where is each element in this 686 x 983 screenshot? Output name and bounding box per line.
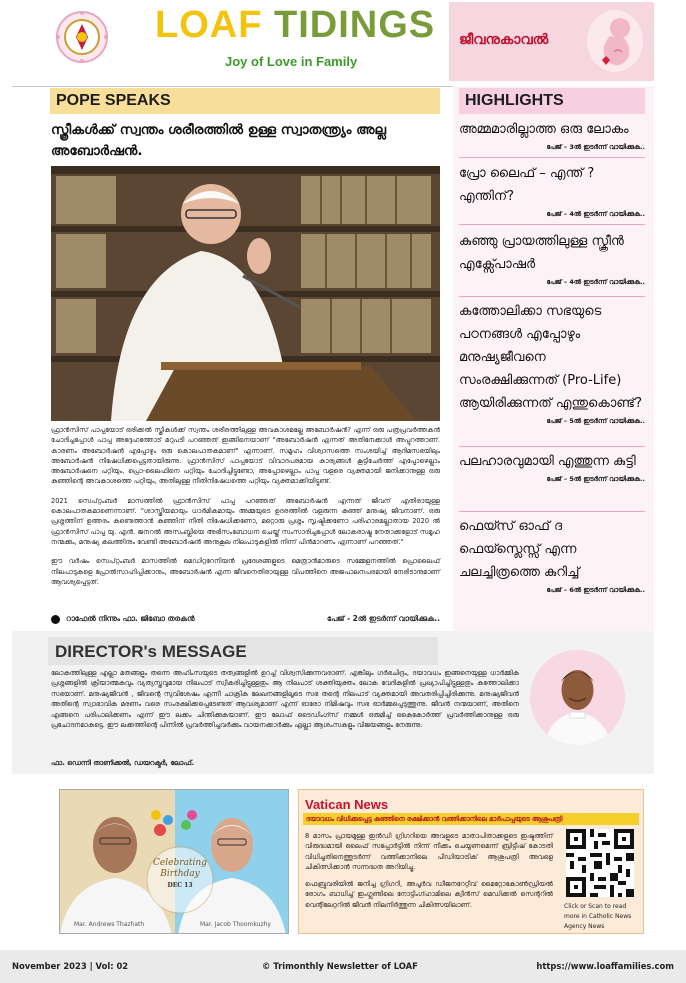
vatican-news-subtitle: ദയാവധം വിധിക്കപ്പെട്ട കുഞ്ഞിനെ രക്ഷിക്കാൻ വത്തിക്കാനിലെ മാർപാപ്പയുടെ ആശുപത്രി — [303, 813, 639, 825]
vatican-news-title: Vatican News — [305, 797, 389, 812]
pope-paragraph: 2021 സെപ്റ്റംബർ മാസത്തിൽ ഫ്രാൻസിസ് പാപ്പ പറഞ്ഞത് അബോർഷൻ എന്നത് ജീവന് എതിരായുള്ള കൊലപാതകമാണെന്നാണ്. "ശാസ്ത്രീയമായും ധാർമികമായും അമ്മയുടെ ഉദരത്തിൽ വളരുന്ന കുഞ്ഞ് മനുഷ്യ ജീവനാണ്. ഒരു പ്രശ്നത്തിന് ഉത്തരം കണ്ടെത്താൻ കുഞ്ഞിന് നീതി നിഷേധിക്കണോ, മറ്റൊരു പ്രശ്നം സൃഷ്ടിക്കണോ പരിഹാരമല്ലാതായ 2020 ൽ ഫ്രാൻസിസ് പാപ്പ യു. എൻ. ജനറൽ അസംബ്ലിയെ അഭിസംബോധന ചെയ്ത് സംസാരിച്ചപ്പോൾ ലോകരാഷ്ട്ര നേതാക്കളോട് സമൂഹ നന്മക്കും, മനുഷ്യ കലത്തിനും വേണ്ടി അബോർഷൻ അനുകൂല നിലപാടുകളിൽ നിന്ന് പിൻമാറണം എന്നാണ് പറഞ്ഞത്." — [51, 496, 440, 546]
pro-life-banner-text: ജീവനുകാവൽ — [459, 32, 549, 48]
fetus-illustration-icon — [584, 8, 646, 74]
loaf-emblem-icon — [55, 10, 109, 64]
page-footer — [0, 950, 686, 983]
highlight-divider — [459, 296, 645, 297]
vatican-news-body — [305, 831, 553, 917]
highlight-item[interactable] — [459, 515, 645, 595]
highlight-item[interactable] — [459, 118, 645, 152]
continue-link[interactable]: പേജ് - 2ൽ ഇടർന്ന് വായിക്കുക.. — [326, 614, 440, 623]
birthday-left-name: Mar. Andrews Thazhath — [74, 921, 145, 928]
director-photo — [530, 650, 625, 745]
newsletter-tagline: Joy of Love in Family — [225, 54, 358, 69]
highlight-title: പ്രോ ലൈഫ് – എന്ത് ? എന്തിന്? — [459, 166, 595, 204]
director-signature: ഫാ. ഡെന്നി താണിക്കൽ, ഡയറക്ടർ, ലോഫ്. — [51, 759, 195, 767]
highlight-continue[interactable]: പേജ് – 4ൽ ഇടർന്ന് വായിക്കുക.. — [546, 278, 645, 286]
footer-url[interactable]: https://www.loaffamilies.com — [536, 961, 674, 971]
highlight-divider — [459, 446, 645, 447]
birthday-card — [59, 789, 289, 934]
highlight-divider — [459, 224, 645, 225]
pro-life-banner — [449, 2, 654, 81]
highlight-title: കുഞ്ഞു പ്രായത്തിലുള്ള സ്ക്രീൻ എക്സ്പോഷർ — [459, 234, 624, 272]
highlight-item[interactable] — [459, 162, 645, 219]
footer-issue: November 2023 | Vol: 02 — [12, 961, 129, 971]
qr-code-icon[interactable] — [566, 829, 634, 897]
highlight-continue[interactable]: പേജ് – 5ൽ ഇടർന്ന് വായിക്കുക.. — [546, 475, 645, 483]
vatican-paragraph: ഫെബ്രുവരിയിൽ ജനിച്ച ഗ്രിഗറി, അപൂർവ ഡീജനറേറ്റീവ് മൈറ്റോകോൺഡ്രിയൽ രോഗം ബാധിച്ച് ഇംഗ്ലണ്ടിലെ നോട്ടിംഗ്ഹാമിലെ ക്വീൻസ് മെഡിക്കൽ സെന്ററിൽ വെന്റിലേറ്ററിൽ ജീവൻ നിലനിർത്തുന്ന ചികിത്സയിലാണ്. — [305, 880, 553, 909]
bullet-icon — [51, 615, 60, 624]
highlight-continue[interactable]: പേജ് – 4ൽ ഇടർന്ന് വായിക്കുക.. — [546, 210, 645, 218]
birthday-right-name: Mar. Jacob Thoomkuzhy — [200, 921, 271, 928]
pope-speaks-header: POPE SPEAKS — [50, 88, 440, 114]
highlight-continue[interactable]: പേജ് – 3ൽ ഇടർന്ന് വായിക്കുക.. — [546, 143, 645, 151]
pope-paragraph: ഈ വർഷം സെപ്റ്റംബർ മാസത്തിൽ മെഡിറ്ററേനിയൻ പ്രദേശങ്ങളുടെ മെത്രാൻമാരുടെ സമ്മേളനത്തിൽ പ്രൊലൈഫ് നിലപാടുകളെ പ്രോൽസാഹിപ്പിക്കാനും, അബോർഷൻ എന്ന ജീവനെതിരായുള്ള വിപത്തിനെ അജപാലനപരമായി നേരിടാനുമാണ് ആവശ്യപ്പെട്ടത്. — [51, 557, 440, 586]
vatican-paragraph: 8 മാസം പ്രായമുള്ള ഇൻഡി ഗ്രിഗറിയെ അവളുടെ മാതാപിതാക്കളുടെ ഇഷ്ടത്തിന് വിരുദ്ധമായി ലൈഫ് സപ്പോർട്ടിൽ നിന്ന് നീക്കം ചെയ്യണമെന്ന് ബ്രിട്ടീഷ് കോടതി വിധിച്ചതിനെത്തുടർന്ന് വത്തിക്കാനിലെ പീഡിയാട്രിക് ആശുപത്രി അവളെ ചികിത്സിക്കാൻ സന്നദ്ധത അറിയിച്ചു. — [305, 832, 553, 871]
newsletter-title: LOAF TIDINGS — [155, 4, 436, 46]
highlight-title: പലഹാരവുമായി എത്തുന്ന കുട്ടി — [459, 454, 636, 469]
pope-article-body — [51, 425, 440, 596]
article-author: റാഫേൽ നിന്നും ഫാ. ജിബോ തരകൻ — [66, 614, 195, 623]
highlight-continue[interactable]: പേജ് – 6ൽ ഇടർന്ന് വായിക്കുക.. — [546, 586, 645, 594]
highlight-divider — [459, 511, 645, 512]
highlight-continue[interactable]: പേജ് – 5ൽ ഇടർന്ന് വായിക്കുക.. — [546, 417, 645, 425]
highlight-divider — [459, 157, 645, 158]
qr-caption: Click or Scan to read more in Catholic News Agency News — [564, 903, 632, 930]
highlight-title: അമ്മമാരില്ലാത്ത ഒരു ലോകം — [459, 122, 629, 137]
pope-article-footer — [51, 612, 440, 626]
footer-copyright: © Trimonthly Newsletter of LOAF — [262, 961, 418, 971]
director-message-body: ലോകത്തിലുള്ള എല്ലാ മതങ്ങളും തന്നെ അഹിംസയുടെ തത്വങ്ങളിൽ ഉറച്ച് വിശ്വസിക്കുന്നവരാണ്. എങ്കിലും ഗർഭചിദ്രം, ദയാവധം ഇങ്ങനെയുള്ള ധാർമ്മിക പ്രശ്നങ്ങളിൽ ക്രിയാത്മകവും വ്യത്യസ്തവുമായ നിലപാട് സ്വീകരിച്ചിട്ടുള്ളതും ആ നിലപാട് ശക്തിയുക്തം ലോക വേദികളിൽ പ്രഖ്യാപിച്ചിട്ടുള്ളതും കത്തോലിക്കാ സഭയാണ്. മനുഷ്യജീവൻ , ജീവന്റെ സുവിശേഷം എന്നീ ചാക്രിക ലേഖനങ്ങളിലൂടെ സഭ തന്റെ നിലപാട് വ്യക്തമായി അവതരിപ്പിച്ചിരിക്കുന്നു. മനുഷ്യജീവൻ അതിന്റെ സ്വാഭാവിക മരണം വരെ സംരക്ഷിക്കപ്പെടേണ്ടത് ആവശ്യമാണ് എന്ന് ഓരോ നിമിഷവും സഭ ഓർമ്മപ്പെടുത്തുന്നു. ജീവൻ നന്മയാണ്, അതിനെ എങ്ങനെ പരിപാലിക്കണം എന്ന് ഈ ലക്കം ചിന്തിക്കുകയാണ്. ഈ ലോഫ് ടൈഡിംഗ്സ് നമ്മൾ ഒരുമിച്ച് കൈകോർത്ത് പ്രവർത്തിക്കാനുള്ള ഒരു പ്രചോദനമാകട്ടെ. ഈ ലക്കത്തിന്റെ പിന്നിൽ പ്രവർത്തിച്ചവർക്കും വായനക്കാർക്കും എല്ലാ ആശംസകളും വിജയങ്ങളും നേരുന്നു. — [51, 669, 520, 730]
birthday-badge: Celebrating Birthday DEC 13 — [153, 858, 207, 889]
highlights-header: HIGHLIGHTS — [459, 88, 645, 114]
highlight-item[interactable] — [459, 300, 645, 426]
highlight-item[interactable] — [459, 230, 645, 287]
highlight-item[interactable] — [459, 450, 645, 484]
highlight-title: ഫെയ്സ് ഓഫ് ദ ഫെയ്സ്ലെസ്സ് എന്ന ചലച്ചിത്രത്തെ കുറിച്ച് — [459, 519, 580, 580]
director-message-header: DIRECTOR's MESSAGE — [48, 637, 438, 665]
pope-paragraph: ഫ്രാൻസിസ് പാപ്പയോട് ഒരിക്കൽ സ്ത്രീകൾക്ക് സ്വന്തം ശരീരത്തിലുള്ള അവകാശമല്ലേ അബോർഷൻ? എന്ന് ഒരു പത്രപ്രവർത്തകൻ ചോദിച്ചപ്പോൾ പാപ്പ അദ്ദേഹത്തോട് മറുപടി പറഞ്ഞത് ഇങ്ങിനെയാണ് "അബോർഷൻ എന്നത് അതിനേക്കാൾ അപ്പുറത്താണ്. കാരണം അബോർഷൻ എപ്പോഴും ഒരു കൊലപാതകമാണ്" എന്നാണ്. സമൂഹം വിശ്വാസത്തെ സംശയിച്ച് ആദിമസഭയിലും അബോർഷൻ നിഷേധിക്കപ്പെട്ടതായിരുന്നു. ഫ്രാൻസിസ് പാപ്പയോട് വിവാദപരമായ കാര്യങ്ങൾ കൂട്ടിചേർത്ത് എപ്പോഴെല്ലാം അബോർഷനെ പറ്റിയും, പ്രൊ-ലൈഫിനെ പറ്റിയും ചോദിച്ചിട്ടുണ്ടോ, അപ്പോഴെല്ലാം പാപ്പ വളരെ വ്യക്തമായി ജനിക്കാനുള്ള ഒരു കുഞ്ഞിന്റെ അവകാശത്തെ പറ്റിയും, അതിലുള്ള നീതിനിഷേധത്തെ പറ്റിയും വ്യക്തമാക്കിയിട്ടുണ്ട്. — [51, 426, 440, 486]
pope-photo — [51, 166, 440, 421]
highlight-title: കത്തോലിക്കാ സഭയുടെ പഠനങ്ങൾ എപ്പോഴും മനുഷ്യജീവനെ സംരക്ഷിക്കുന്നത് (Pro-Life) ആയിരിക്കുന്നത് എന്തുകൊണ്ട്? — [459, 304, 642, 411]
pope-article-headline: സ്ത്രീകൾക്ക് സ്വന്തം ശരീരത്തിൽ ഉള്ള സ്വാതന്ത്ര്യം അല്ല അബോർഷൻ. — [51, 122, 387, 159]
vatican-news-box — [298, 789, 644, 934]
